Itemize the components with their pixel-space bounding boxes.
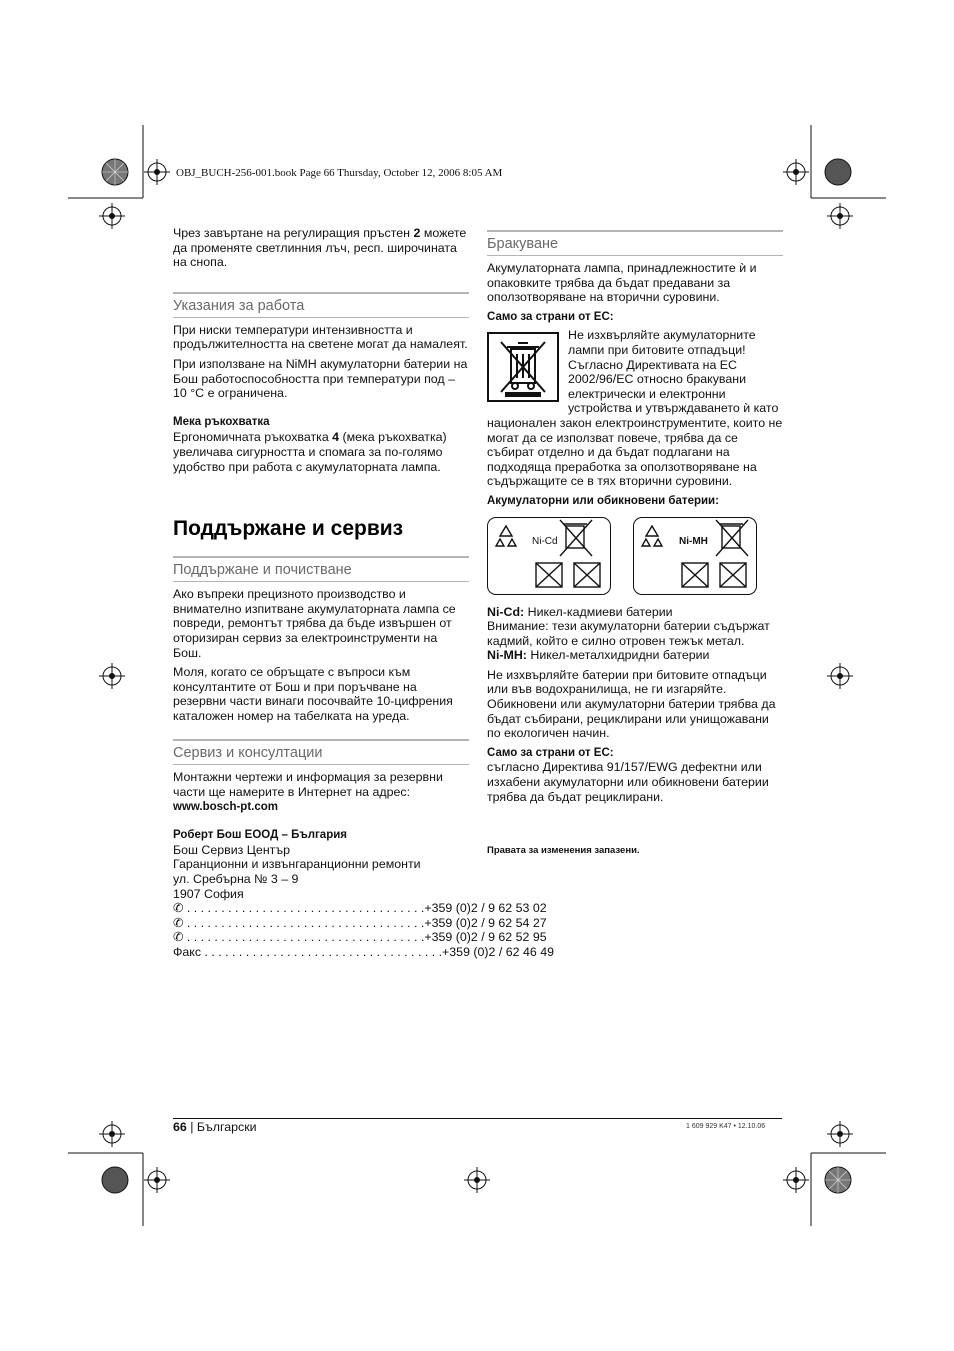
contact-phone-3: ✆ . . . . . . . . . . . . . . . . . . . . . . . . . . . . . . . . . . . +359 (0)2 / 9 62 52 95: [173, 930, 547, 945]
grip-title: Мека ръкохватка: [173, 415, 270, 428]
crossed-bin-icon: [487, 332, 559, 402]
battery-disposal-paragraph: Не изхвърляйте батерии при битовите отпадъци или във водохранилища, не ги изгаряйте. Обикновени или акумулаторни батерии трябва да бъдат събирани, рециклирани или унищожавани по екологичен начин.: [487, 667, 776, 741]
print-header: OBJ_BUCH-256-001.book Page 66 Thursday, October 12, 2006 8:05 AM: [176, 167, 503, 179]
battery-symbols: [487, 517, 783, 595]
page-number: 66: [173, 1120, 187, 1134]
batteries-title: Акумулаторни или обикновени батерии:: [487, 494, 719, 507]
service-url[interactable]: www.bosch-pt.com: [173, 800, 278, 813]
address-line: 1907 София: [173, 886, 244, 901]
intro-paragraph: Чрез завъртане на регулиращия пръстен 2 можете да променяте светлинния лъч, респ. широчината на снопа.: [173, 226, 467, 270]
contact-phone-1: ✆ . . . . . . . . . . . . . . . . . . . . . . . . . . . . . . . . . . . +359 (0)2 / 9 62 53 02: [173, 901, 547, 916]
disposal-heading: Бракуване: [487, 230, 783, 256]
maintenance-paragraph-1: Ако въпреки прецизното производство и внимателно изпитване акумулаторната лампа се повреди, ремонтът трябва да бъде извършен от оторизиран сервиз за електроинструменти на Бош.: [173, 587, 456, 660]
nicd-warning: Внимание: тези акумулаторни батерии съдържат кадмий, който е силно отровен тежък метал.: [487, 619, 770, 648]
nicd-badge-label: Ni-Cd: [532, 535, 558, 547]
language-label: Български: [196, 1120, 257, 1134]
nimh-line: Ni-MH: Никел-металхидридни батерии: [487, 648, 710, 663]
eu-only-title: Само за страни от ЕС:: [487, 310, 614, 323]
contact-phone-2: ✆ . . . . . . . . . . . . . . . . . . . . . . . . . . . . . . . . . . . +359 (0)2 / 9 62 54 27: [173, 915, 547, 930]
service-paragraph: Монтажни чертежи и информация за резервни части ще намерите в Интернет на адрес:: [173, 770, 443, 800]
eu-disposal-text: Не изхвърляйте акумулаторните лампи при битовите отпадъци! Съгласно Директивата на ЕС 2002/96/ЕС относно бракувани електрически и електронни устройства и утвърждаването ѝ като национален закон електроинструментите, които не могат да се използват повече, трябва да се събират отделно и да бъдат подлагани на подходяща преработка за оползотворяване на съдържащите се в тях вторични суровини.: [487, 328, 783, 489]
nicd-symbol-icon: [487, 517, 611, 595]
nimh-symbol-icon: [633, 517, 757, 595]
grip-paragraph: Ергономичната ръкохватка 4 (мека ръкохватка) увеличава сигурността и спомага за по-голямо удобство при работа с акумулаторната лампа.: [173, 430, 447, 474]
work-paragraph-2: При използване на NiMH акумулаторни батерии на Бош работоспособността при температури под – 10 °C е ограничена.: [173, 356, 468, 401]
address-line: ул. Сребърна № 3 – 9: [173, 872, 299, 887]
address-line: Бош Сервиз Център: [173, 842, 290, 857]
eu-only-title-2: Само за страни от ЕС:: [487, 746, 614, 759]
nicd-line: Ni-Cd: Никел-кадмиеви батерии: [487, 604, 673, 619]
maintenance-paragraph-2: Моля, когато се обръщате с въпроси към консултантите от Бош и при поръчване на резервни части винаги посочвайте 10-цифрения каталожен номер на табелката на уреда.: [173, 665, 453, 723]
maintenance-heading: Поддържане и почистване: [173, 556, 469, 582]
company-name: Роберт Бош ЕООД – България: [173, 829, 348, 842]
footer-page-label: 66 | Български: [173, 1120, 257, 1134]
main-heading: Поддържане и сервиз: [173, 517, 404, 541]
contact-fax: Факс . . . . . . . . . . . . . . . . . . . . . . . . . . . . . . . . . . . +359 (0)2 / 62 46 49: [173, 945, 554, 959]
footer-rule: [173, 1118, 782, 1119]
address-line: Гаранционни и извънгаранционни ремонти: [173, 857, 421, 872]
right-column: [487, 230, 783, 859]
work-paragraph-1: При ниски температури интензивността и продължителността на светене могат да намалеят.: [173, 322, 468, 352]
rights-reserved: Правата за изменения запазени.: [487, 845, 640, 857]
eu-directive-text: съгласно Директива 91/157/EWG дефектни или изхабени акумулаторни или обикновени батерии трябва да бъдат рециклирани.: [487, 760, 769, 804]
weee-block: [487, 328, 783, 489]
footer-doc-code: 1 609 929 K47 • 12.10.06: [686, 1123, 766, 1130]
disposal-paragraph: Акумулаторната лампа, принадлежностите ѝ и опаковките трябва да бъдат предавани за оползотворяване на вторични суровини.: [487, 261, 757, 305]
service-heading: Сервиз и консултации: [173, 739, 469, 765]
work-heading: Указания за работа: [173, 292, 469, 318]
nimh-badge-label: Ni-MH: [679, 535, 708, 547]
